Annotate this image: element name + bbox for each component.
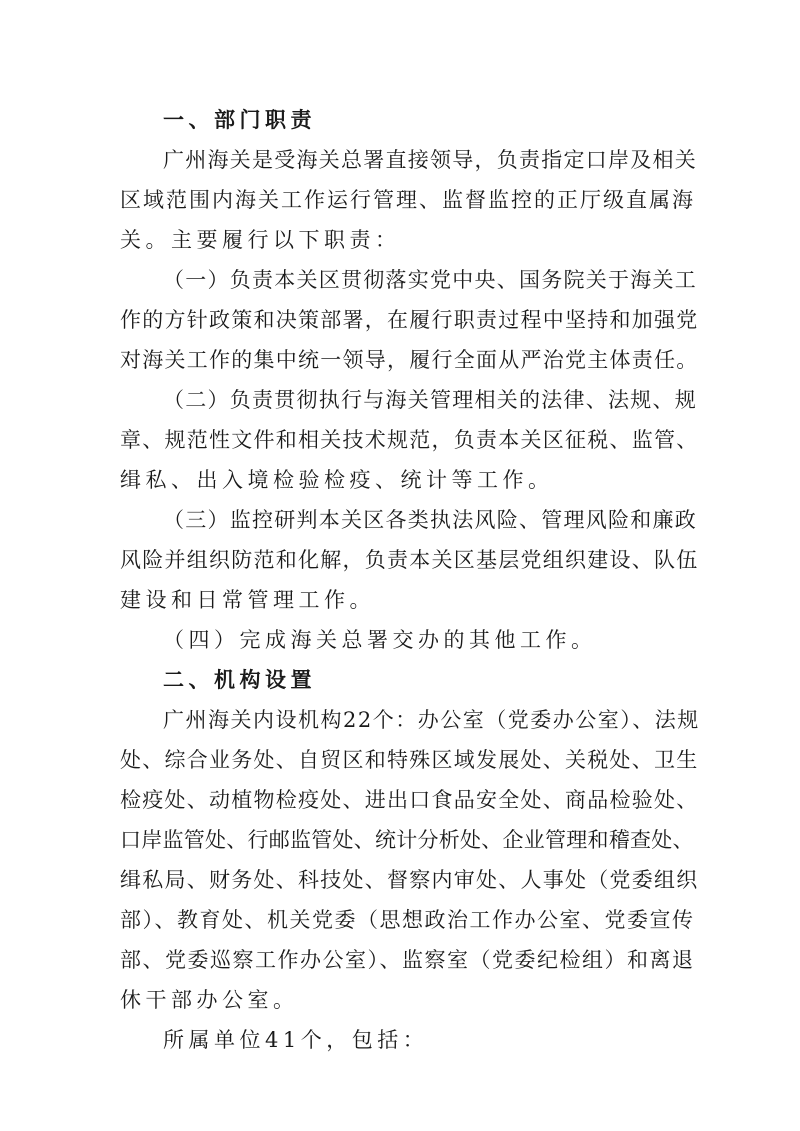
paragraph-line: 对海关工作的集中统一领导，履行全面从严治党主体责任。	[120, 348, 699, 372]
paragraph-line: 休干部办公室。	[120, 988, 299, 1012]
paragraph-line: 口岸监管处、行邮监管处、统计分析处、企业管理和稽查处、	[120, 828, 694, 852]
paragraph-line: 缉私、出入境检验检疫、统计等工作。	[120, 468, 554, 492]
paragraph-line: 处、综合业务处、自贸区和特殊区域发展处、关税处、卫生	[120, 748, 699, 772]
paragraph-line: （一）负责本关区贯彻落实党中央、国务院关于海关工	[163, 268, 697, 292]
paragraph-line: 部、党委巡察工作办公室）、监察室（党委纪检组）和离退	[120, 948, 695, 972]
paragraph-line: 检疫处、动植物检疫处、进出口食品安全处、商品检验处、	[120, 788, 699, 812]
paragraph-line: 建设和日常管理工作。	[120, 588, 375, 612]
paragraph-line: 缉私局、财务处、科技处、督察内审处、人事处（党委组织	[120, 868, 699, 892]
paragraph-line: 部）、教育处、机关党委（思想政治工作办公室、党委宣传	[120, 908, 695, 932]
section-heading-duties: 一、部门职责	[163, 108, 316, 132]
paragraph-line: 章、规范性文件和相关技术规范，负责本关区征税、监管、	[120, 428, 699, 452]
paragraph-line: 关。主要履行以下职责：	[120, 228, 401, 252]
section-heading-organization: 二、机构设置	[163, 668, 316, 692]
paragraph-line: 广州海关是受海关总署直接领导，负责指定口岸及相关	[163, 148, 697, 172]
paragraph-line: 区域范围内海关工作运行管理、监督监控的正厅级直属海	[120, 188, 695, 212]
paragraph-line: （三）监控研判本关区各类执法风险、管理风险和廉政	[163, 508, 697, 532]
paragraph-line: （二）负责贯彻执行与海关管理相关的法律、法规、规	[163, 388, 697, 412]
paragraph-line: 作的方针政策和决策部署，在履行职责过程中坚持和加强党	[120, 308, 699, 332]
paragraph-line: （四）完成海关总署交办的其他工作。	[163, 628, 597, 652]
paragraph-line: 所属单位41个，包括：	[163, 1028, 429, 1052]
paragraph-line: 广州海关内设机构22个：办公室（党委办公室）、法规	[163, 708, 700, 732]
paragraph-line: 风险并组织防范和化解，负责本关区基层党组织建设、队伍	[120, 548, 699, 572]
